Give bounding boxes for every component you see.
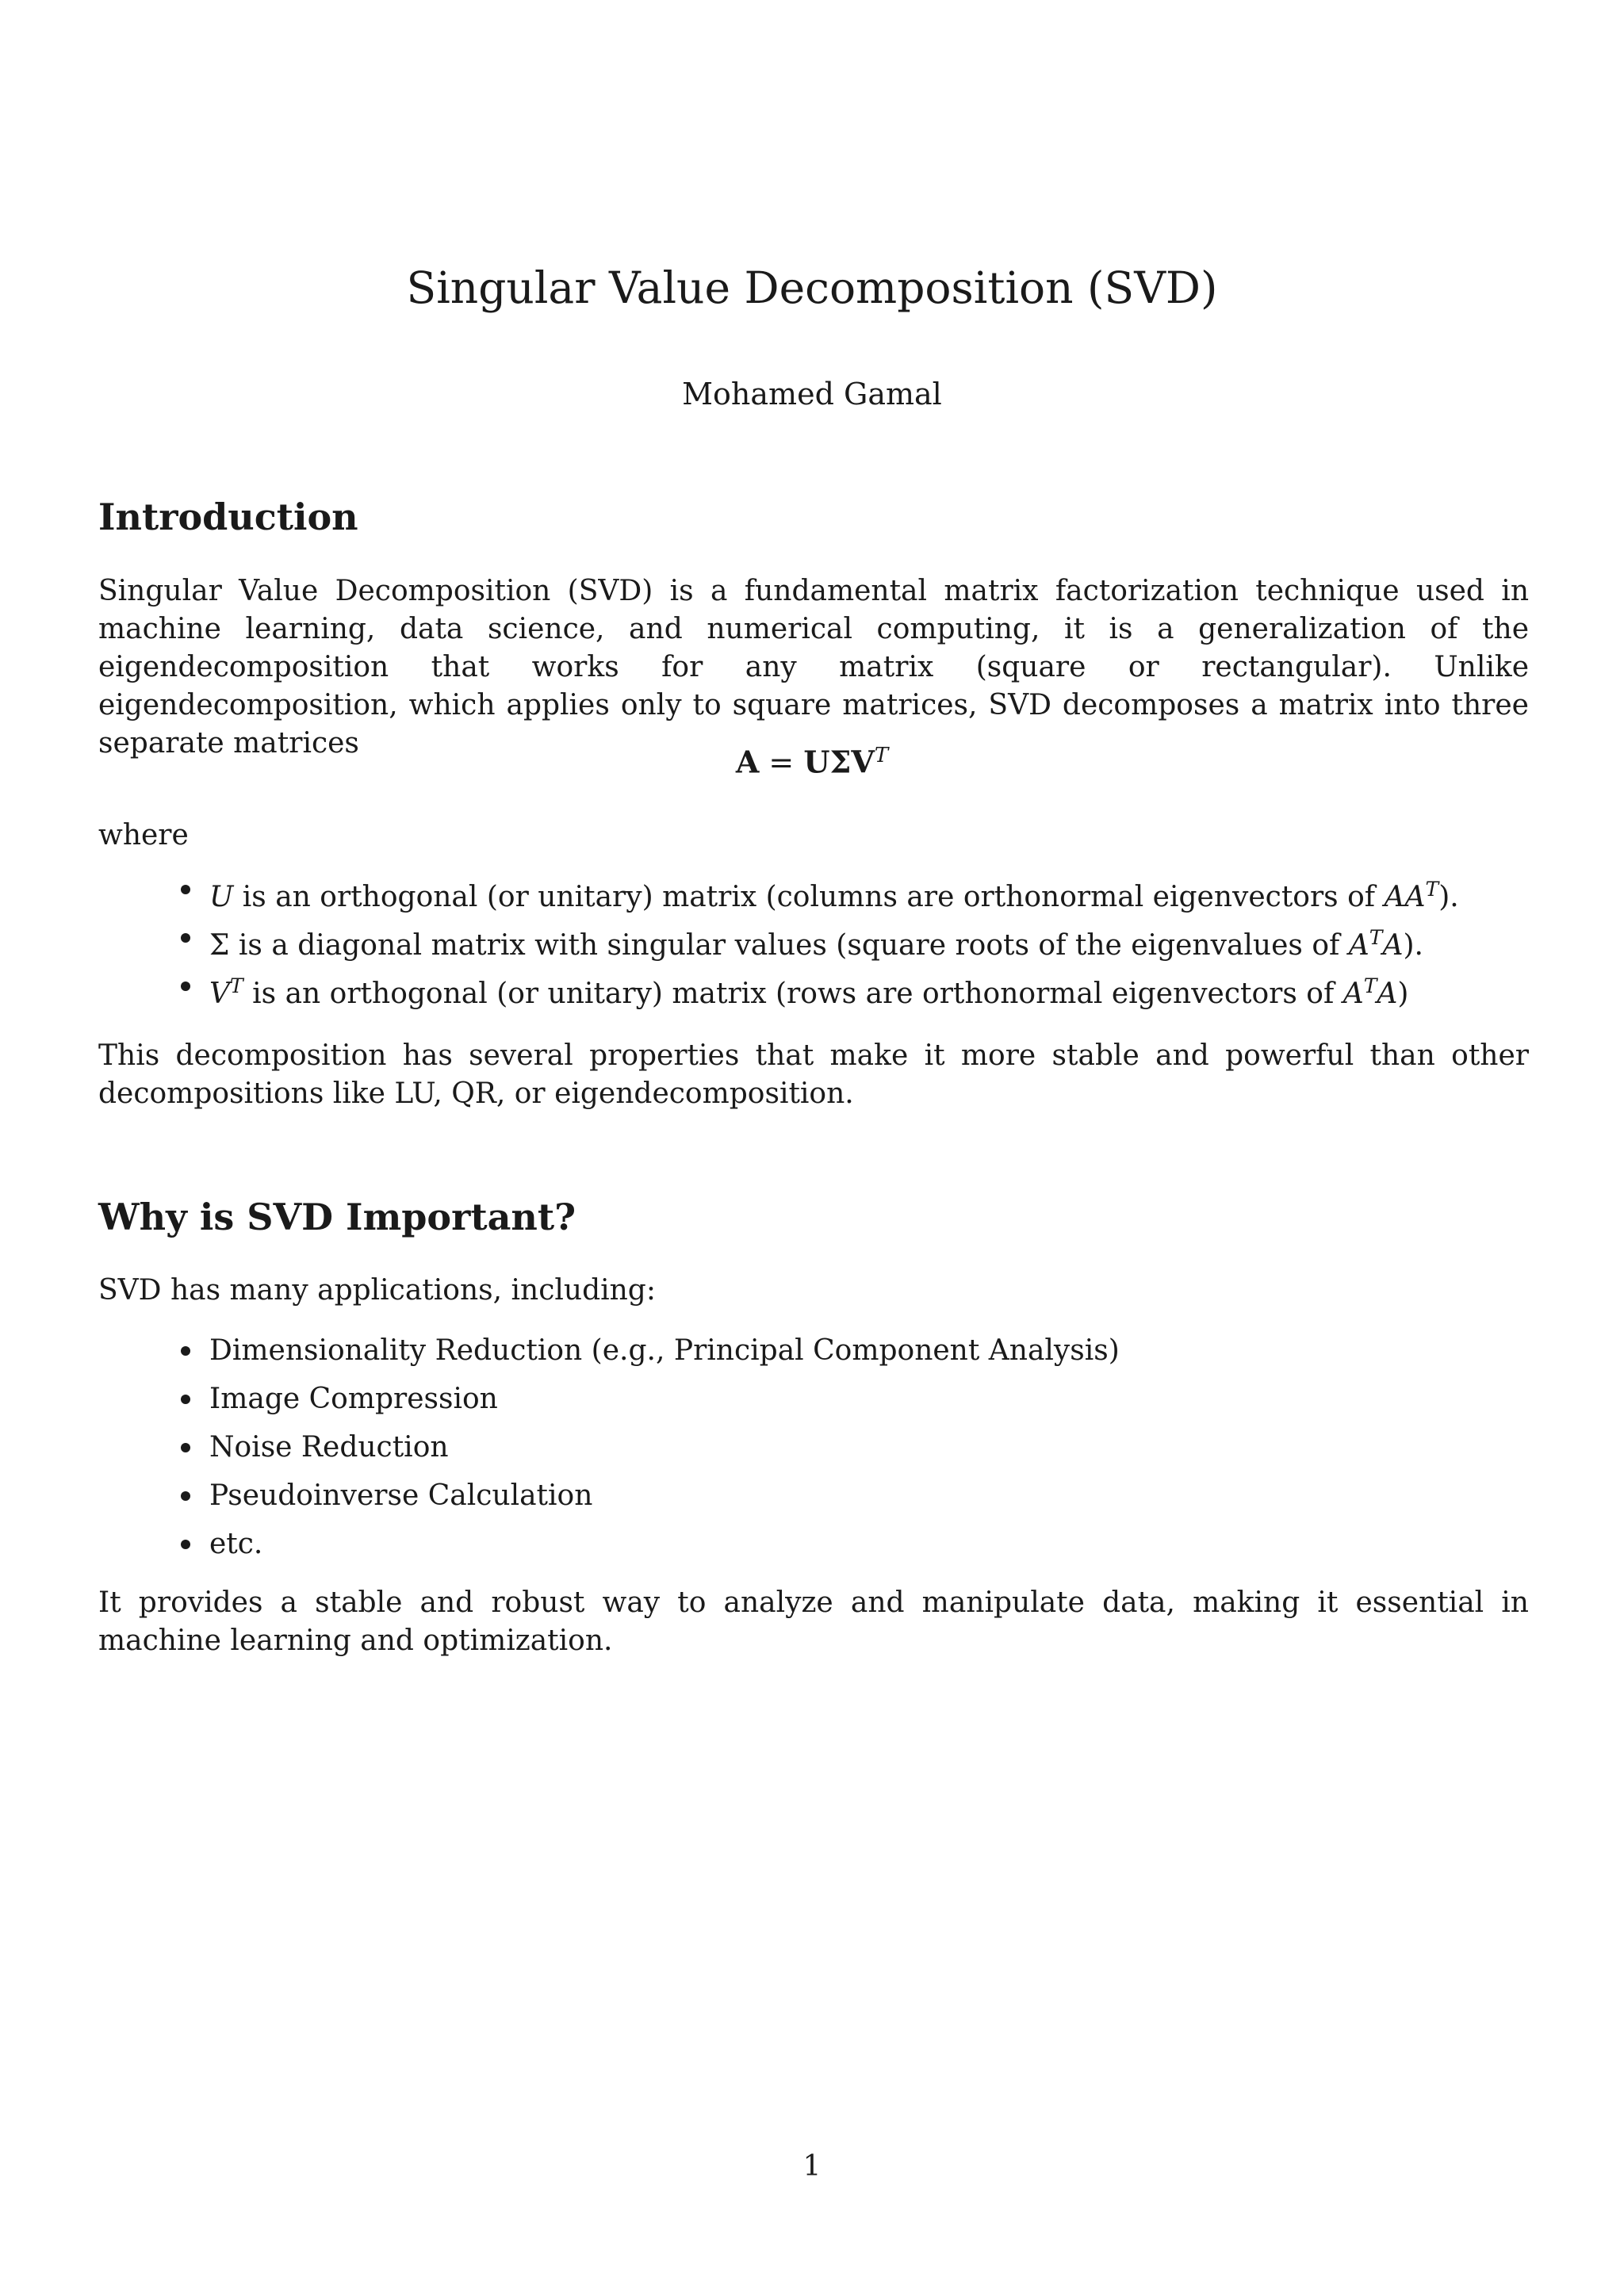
math-symbol: Σ xyxy=(209,929,230,962)
equation-superscript: T xyxy=(874,744,889,767)
list-item xyxy=(209,1477,1526,1525)
page-number: 1 xyxy=(802,2150,822,2183)
list-item-text: is a diagonal matrix with singular values (square roots of the eigenvalues of xyxy=(229,929,1349,962)
where-text: where xyxy=(98,819,189,851)
bullet-icon xyxy=(181,1491,190,1501)
math-symbol: V xyxy=(209,978,230,1010)
intro-paragraph: Singular Value Decomposition (SVD) is a fundamental matrix factorization technique used in machine learning, data science, and numerical computing, it is a generalization of the eigendecomposition that works for any matrix (square or rectangular). Unlike eigendecomposition, which applies only to square matrices, SVD decomposes a matrix into three separate matrices xyxy=(98,575,1529,760)
list-item-text: Pseudoinverse Calculation xyxy=(209,1479,593,1512)
document-author: Mohamed Gamal xyxy=(682,377,942,411)
list-item xyxy=(209,1525,1526,1574)
list-item xyxy=(209,1332,1526,1380)
math-superscript: T xyxy=(1369,926,1383,949)
matrix-definitions-list xyxy=(209,871,1526,1016)
list-item-text: is an orthogonal (or unitary) matrix (rows are orthonormal eigenvectors of xyxy=(243,978,1343,1010)
bullet-icon xyxy=(181,1346,190,1356)
applications-list xyxy=(209,1332,1526,1574)
bullet-icon xyxy=(181,933,190,943)
list-item-text: is an orthogonal (or unitary) matrix (columns are orthonormal eigenvectors of xyxy=(233,881,1385,913)
list-item-tail: ). xyxy=(1438,881,1459,913)
math-superscript: T xyxy=(1425,878,1439,901)
math-superscript: T xyxy=(1363,974,1377,997)
equation-rhs: UΣV xyxy=(803,744,875,780)
equation-lhs: A xyxy=(735,744,760,780)
math-expression: A xyxy=(1382,929,1404,962)
list-item-text: etc. xyxy=(209,1528,263,1560)
closing-paragraph: It provides a stable and robust way to analyze and manipulate data, making it essential in machine learning and optimization. xyxy=(98,1586,1529,1657)
math-expression: AA xyxy=(1384,881,1426,913)
list-item-tail: ). xyxy=(1403,929,1423,962)
document-title: Singular Value Decomposition (SVD) xyxy=(406,262,1218,313)
list-item xyxy=(209,1380,1526,1429)
bullet-icon xyxy=(181,1395,190,1404)
section-heading-why-svd: Why is SVD Important? xyxy=(98,1196,576,1238)
math-superscript: T xyxy=(230,974,243,997)
bullet-icon xyxy=(181,982,190,991)
list-item xyxy=(209,919,1526,967)
list-item xyxy=(209,871,1526,919)
list-item xyxy=(209,967,1526,1016)
list-item-text: Image Compression xyxy=(209,1383,498,1415)
math-expression: A xyxy=(1377,978,1398,1010)
equation-equals: = xyxy=(768,744,795,780)
math-expression: A xyxy=(1342,978,1364,1010)
decomposition-properties-paragraph: This decomposition has several properties that make it more stable and powerful than other decompositions like LU, QR, or eigendecomposition. xyxy=(98,1039,1529,1110)
list-item-text: Noise Reduction xyxy=(209,1431,449,1464)
math-expression: A xyxy=(1348,929,1369,962)
svd-equation xyxy=(0,744,1624,780)
list-item-tail: ) xyxy=(1397,978,1409,1010)
bullet-icon xyxy=(181,1540,190,1549)
list-item-text: Dimensionality Reduction (e.g., Principal Component Analysis) xyxy=(209,1334,1120,1367)
applications-intro: SVD has many applications, including: xyxy=(98,1274,656,1307)
list-item xyxy=(209,1429,1526,1477)
bullet-icon xyxy=(181,1443,190,1452)
bullet-icon xyxy=(181,885,190,894)
section-heading-introduction: Introduction xyxy=(98,496,358,538)
math-symbol: U xyxy=(209,881,234,913)
